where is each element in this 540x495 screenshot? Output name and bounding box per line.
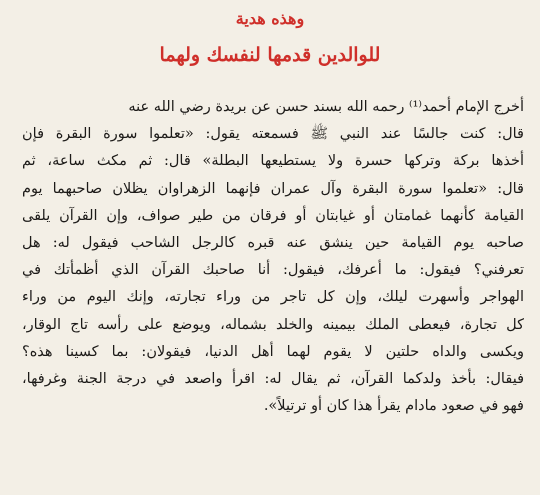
page-subtitle: للوالدين قدمها لنفسك ولهما [159,44,381,66]
text-line: قال: كنت جالسًا عند النبي ﷺ فسمعته يقول: «تعلموا سورة البقرة فإن [22,126,524,143]
page-title: وهذه هدية [235,9,305,28]
text-line: قال: «تعلموا سورة البقرة وآل عمران فإنهما الزهراوان يظلان صاحبهما يوم [22,180,524,197]
text-line: فهو في صعود مادام يقرأ هذا كان أو ترتيلاً». [263,398,524,415]
text-line: صاحبه يوم القيامة حين ينشق عنه قبره كالرجل الشاحب فيقول له: هل [22,234,524,251]
text-line: كل تجارة، فيعطى الملك بيمينه والخلد بشماله، ويوضع على رأسه تاج الوقار، [22,316,524,333]
text-line: القيامة كأنهما غمامتان أو غيابتان أو فرقان من طير صواف، وإن القرآن يلقى [22,207,524,224]
text-line: الهواجر وأسهرت ليلك، وإن كل تاجر من وراء تجارته، وإنك اليوم من وراء [22,289,524,306]
text-line: ويكسى والداه حلتين لا يقوم لهما أهل الدنيا، فيقولان: بما كسينا هذه؟ [22,343,524,360]
text-line: أخذها بركة وتركها حسرة ولا يستطيعها البطلة» قال: ثم مكث ساعة، ثم [22,153,524,170]
text-line: أخرج الإمام أحمد⁽¹⁾ رحمه الله بسند حسن عن بريدة رضي الله عنه [128,99,524,115]
text-line: تعرفني؟ فيقول: ما أعرفك، فيقول: أنا صاحبك القرآن الذي أظمأتك في [22,262,524,279]
text-line: فيقال: بأخذ ولدكما القرآن، ثم يقال له: اقرأ واصعد في درجة الجنة وغرفها، [22,370,524,387]
hadith-text [22,94,524,420]
